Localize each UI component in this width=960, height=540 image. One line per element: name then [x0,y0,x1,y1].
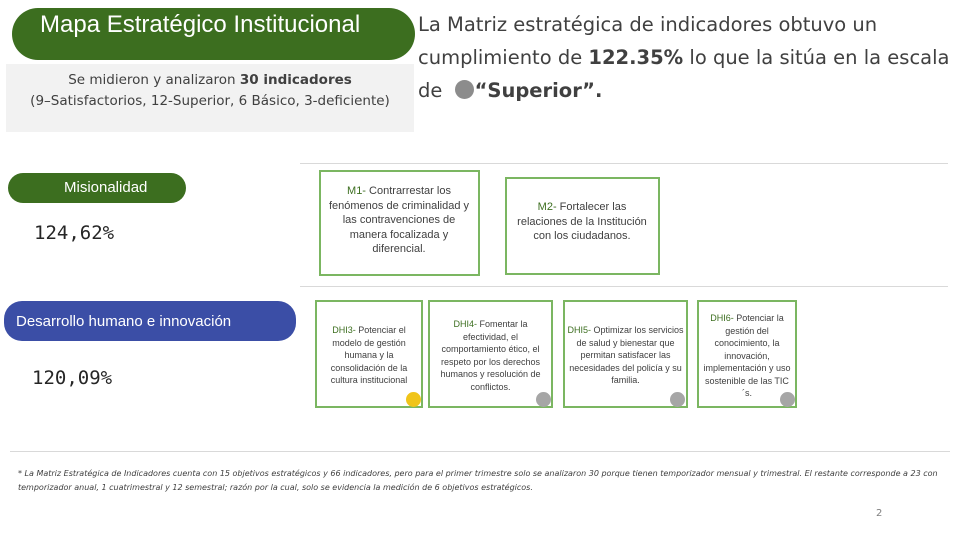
objective-dhi3-desc: Potenciar el modelo de gestión humana y la consolidación de la cultura institucional [330,325,408,385]
title-pill [12,8,415,60]
objective-dhi4-text [432,318,549,393]
objective-dhi4-status-icon [536,392,551,407]
objective-dhi5-text [566,324,685,387]
divider-bottom [10,451,950,452]
page-number: 2 [876,508,883,519]
objective-dhi5-code: DHI5- [567,325,591,335]
page-title: Mapa Estratégico Institucional [40,11,361,38]
objective-m2-text [512,200,652,244]
summary-breakdown: (9–Satisfactorios, 12-Superior, 6 Básico, 3-deficiente) [30,93,390,109]
perspective-misionalidad-label: Misionalidad [64,179,148,196]
scale-dot-icon [455,80,474,99]
objective-dhi4-desc: Fomentar la efectividad, el comportamiento ético, el respeto por los derechos humanos y resolución de conflictos. [440,319,541,392]
headline-end: . [595,79,603,102]
objective-dhi5-status-icon [670,392,685,407]
perspective-misionalidad [8,173,186,203]
objective-dhi6-code: DHI6- [710,313,734,323]
headline-text-1: La Matriz estratégica de indicadores obtuvo un cumplimiento de [418,13,878,69]
objective-m1-text [328,184,470,257]
objective-dhi6-status-icon [780,392,795,407]
perspective-desarrollo-humano [4,301,296,341]
summary-text [20,70,400,112]
summary-prefix: Se midieron y analizaron [68,72,240,88]
divider-middle [300,286,948,287]
footnote: * La Matriz Estratégica de Indicadores cuenta con 15 objetivos estratégicos y 66 indicadores, pero para el primer trimestre solo se analizaron 30 porque tienen temporizador mensual y trimestral. El restante corresponde a 23 con temporizador anual, 1 cuatrimestral y 12 semestral; razón por la cual, solo se evidencia la medición de 6 objetivos estratégicos. [18,469,938,492]
objective-dhi3-code: DHI3- [332,325,356,335]
headline [418,8,958,107]
objective-dhi4-code: DHI4- [453,319,477,329]
headline-text-2: lo que la sitúa en la escala de [418,46,950,102]
objective-dhi3-status-icon [406,392,421,407]
objective-dhi6-text [701,312,793,400]
perspective-desarrollo-humano-label: Desarrollo humano e innovación [16,313,232,330]
objective-dhi3-text [320,324,418,387]
perspective-desarrollo-humano-value: 120,09% [32,367,113,389]
headline-scale: “Superior” [474,79,595,102]
objective-dhi5-desc: Optimizar los servicios de salud y bienestar que permitan satisfacer las necesidades del policía y su familia. [569,325,684,385]
objective-m1-desc: Contrarrestar los fenómenos de criminalidad y las contravenciones de manera focalizada y diferencial. [328,185,470,255]
divider-top [300,163,948,164]
objective-m2-desc: Fortalecer las relaciones de la Institución con los ciudadanos. [517,201,647,242]
headline-percent: 122.35% [588,46,684,69]
objective-m1-code: M1- [347,185,366,197]
objective-m2-code: M2- [537,201,557,213]
summary-count: 30 indicadores [239,72,352,88]
objective-dhi6-desc: Potenciar la gestión del conocimiento, la innovación, implementación y uso sostenible de las TIC´s. [703,313,791,398]
perspective-misionalidad-value: 124,62% [34,222,115,244]
